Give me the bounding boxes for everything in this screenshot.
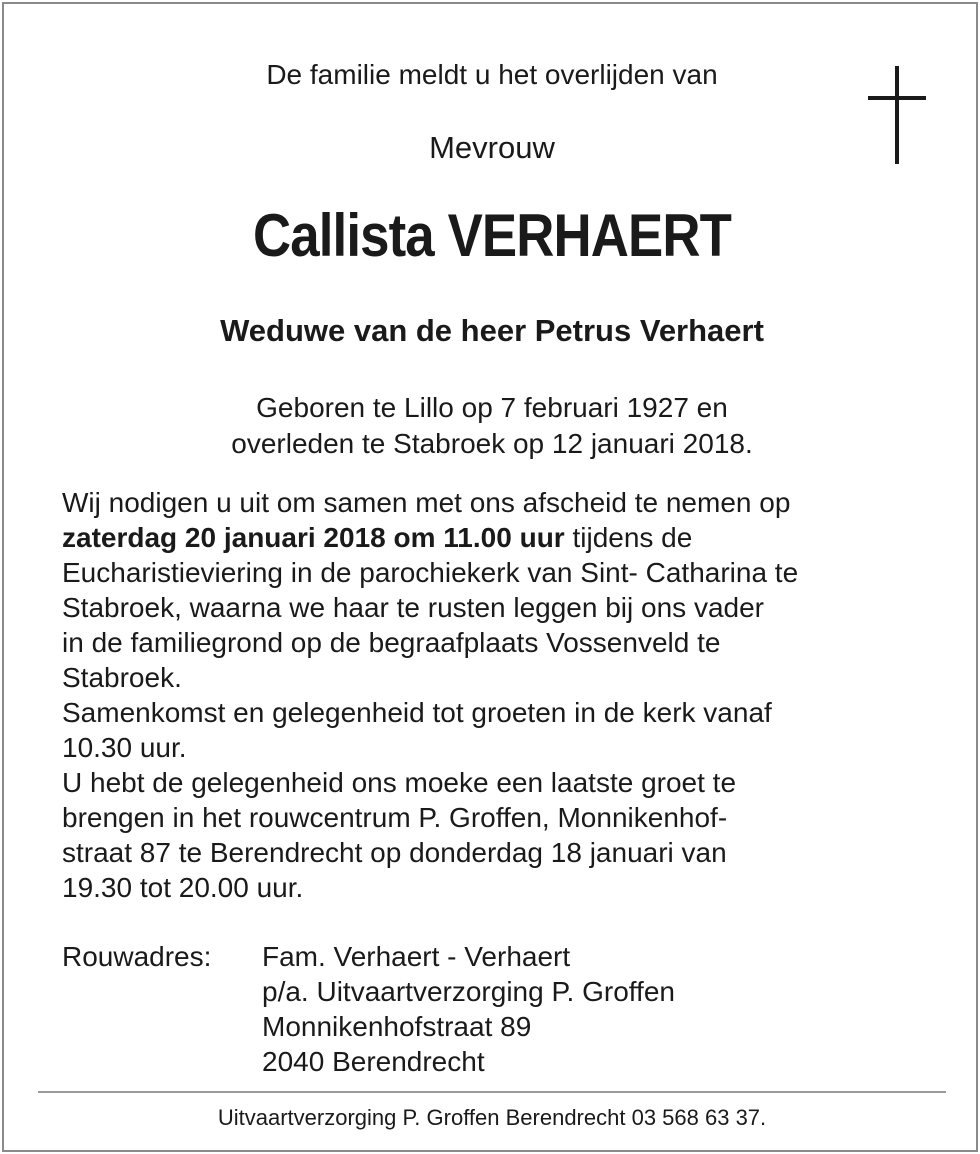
address-label: Rouwadres: [62, 941, 212, 972]
address-line: 2040 Berendrecht [262, 1046, 485, 1077]
death-notice [2, 2, 978, 1152]
visit-line: 19.30 tot 20.00 uur. [62, 872, 304, 903]
visit-paragraph [62, 765, 942, 905]
footer-divider [38, 1091, 946, 1093]
visit-line: U hebt de gelegenheid ons moeke een laatste groet te [62, 767, 737, 798]
invitation-line: Stabroek, waarna we haar te rusten leggen bij ons vader [62, 592, 764, 623]
address-line: Monnikenhofstraat 89 [262, 1011, 532, 1042]
footer-text: Uitvaartverzorging P. Groffen Berendrecht 03 568 63 37. [217, 1105, 767, 1130]
address-line: p/a. Uitvaartverzorging P. Groffen [262, 976, 675, 1007]
invitation-line: Stabroek. [62, 662, 182, 693]
gathering-line: 10.30 uur. [62, 732, 187, 763]
notice-body [62, 485, 942, 905]
death-line: overleden te Stabroek op 12 januari 2018. [231, 428, 753, 459]
gathering-line: Samenkomst en gelegenheid tot groeten in de kerk vanaf [62, 697, 772, 728]
invitation-line: Eucharistieviering in de parochiekerk van Sint- Catharina te [62, 557, 799, 588]
invitation-paragraph [62, 485, 942, 695]
address-lines [262, 939, 675, 1079]
invitation-line: Wij nodigen u uit om samen met ons afscheid te nemen op [62, 487, 791, 518]
address-line: Fam. Verhaert - Verhaert [262, 941, 571, 972]
birth-line: Geboren te Lillo op 7 februari 1927 en [256, 392, 728, 423]
honorific: Mevrouw [429, 130, 555, 165]
gathering-paragraph [62, 695, 942, 765]
visit-line: brengen in het rouwcentrum P. Groffen, Monnikenhof- [62, 802, 728, 833]
widow-of-line: Weduwe van de heer Petrus Verhaert [220, 313, 764, 348]
service-datetime: zaterdag 20 januari 2018 om 11.00 uur [62, 522, 565, 553]
intro-text: De familie meldt u het overlijden van [266, 59, 718, 90]
visit-line: straat 87 te Berendrecht op donderdag 18 januari van [62, 837, 727, 868]
invitation-line: tijdens de [564, 522, 693, 553]
invitation-line: in de familiegrond op de begraafplaats Vossenveld te [62, 627, 721, 658]
birth-death-dates [4, 390, 980, 462]
deceased-name: Callista VERHAERT [253, 202, 731, 269]
